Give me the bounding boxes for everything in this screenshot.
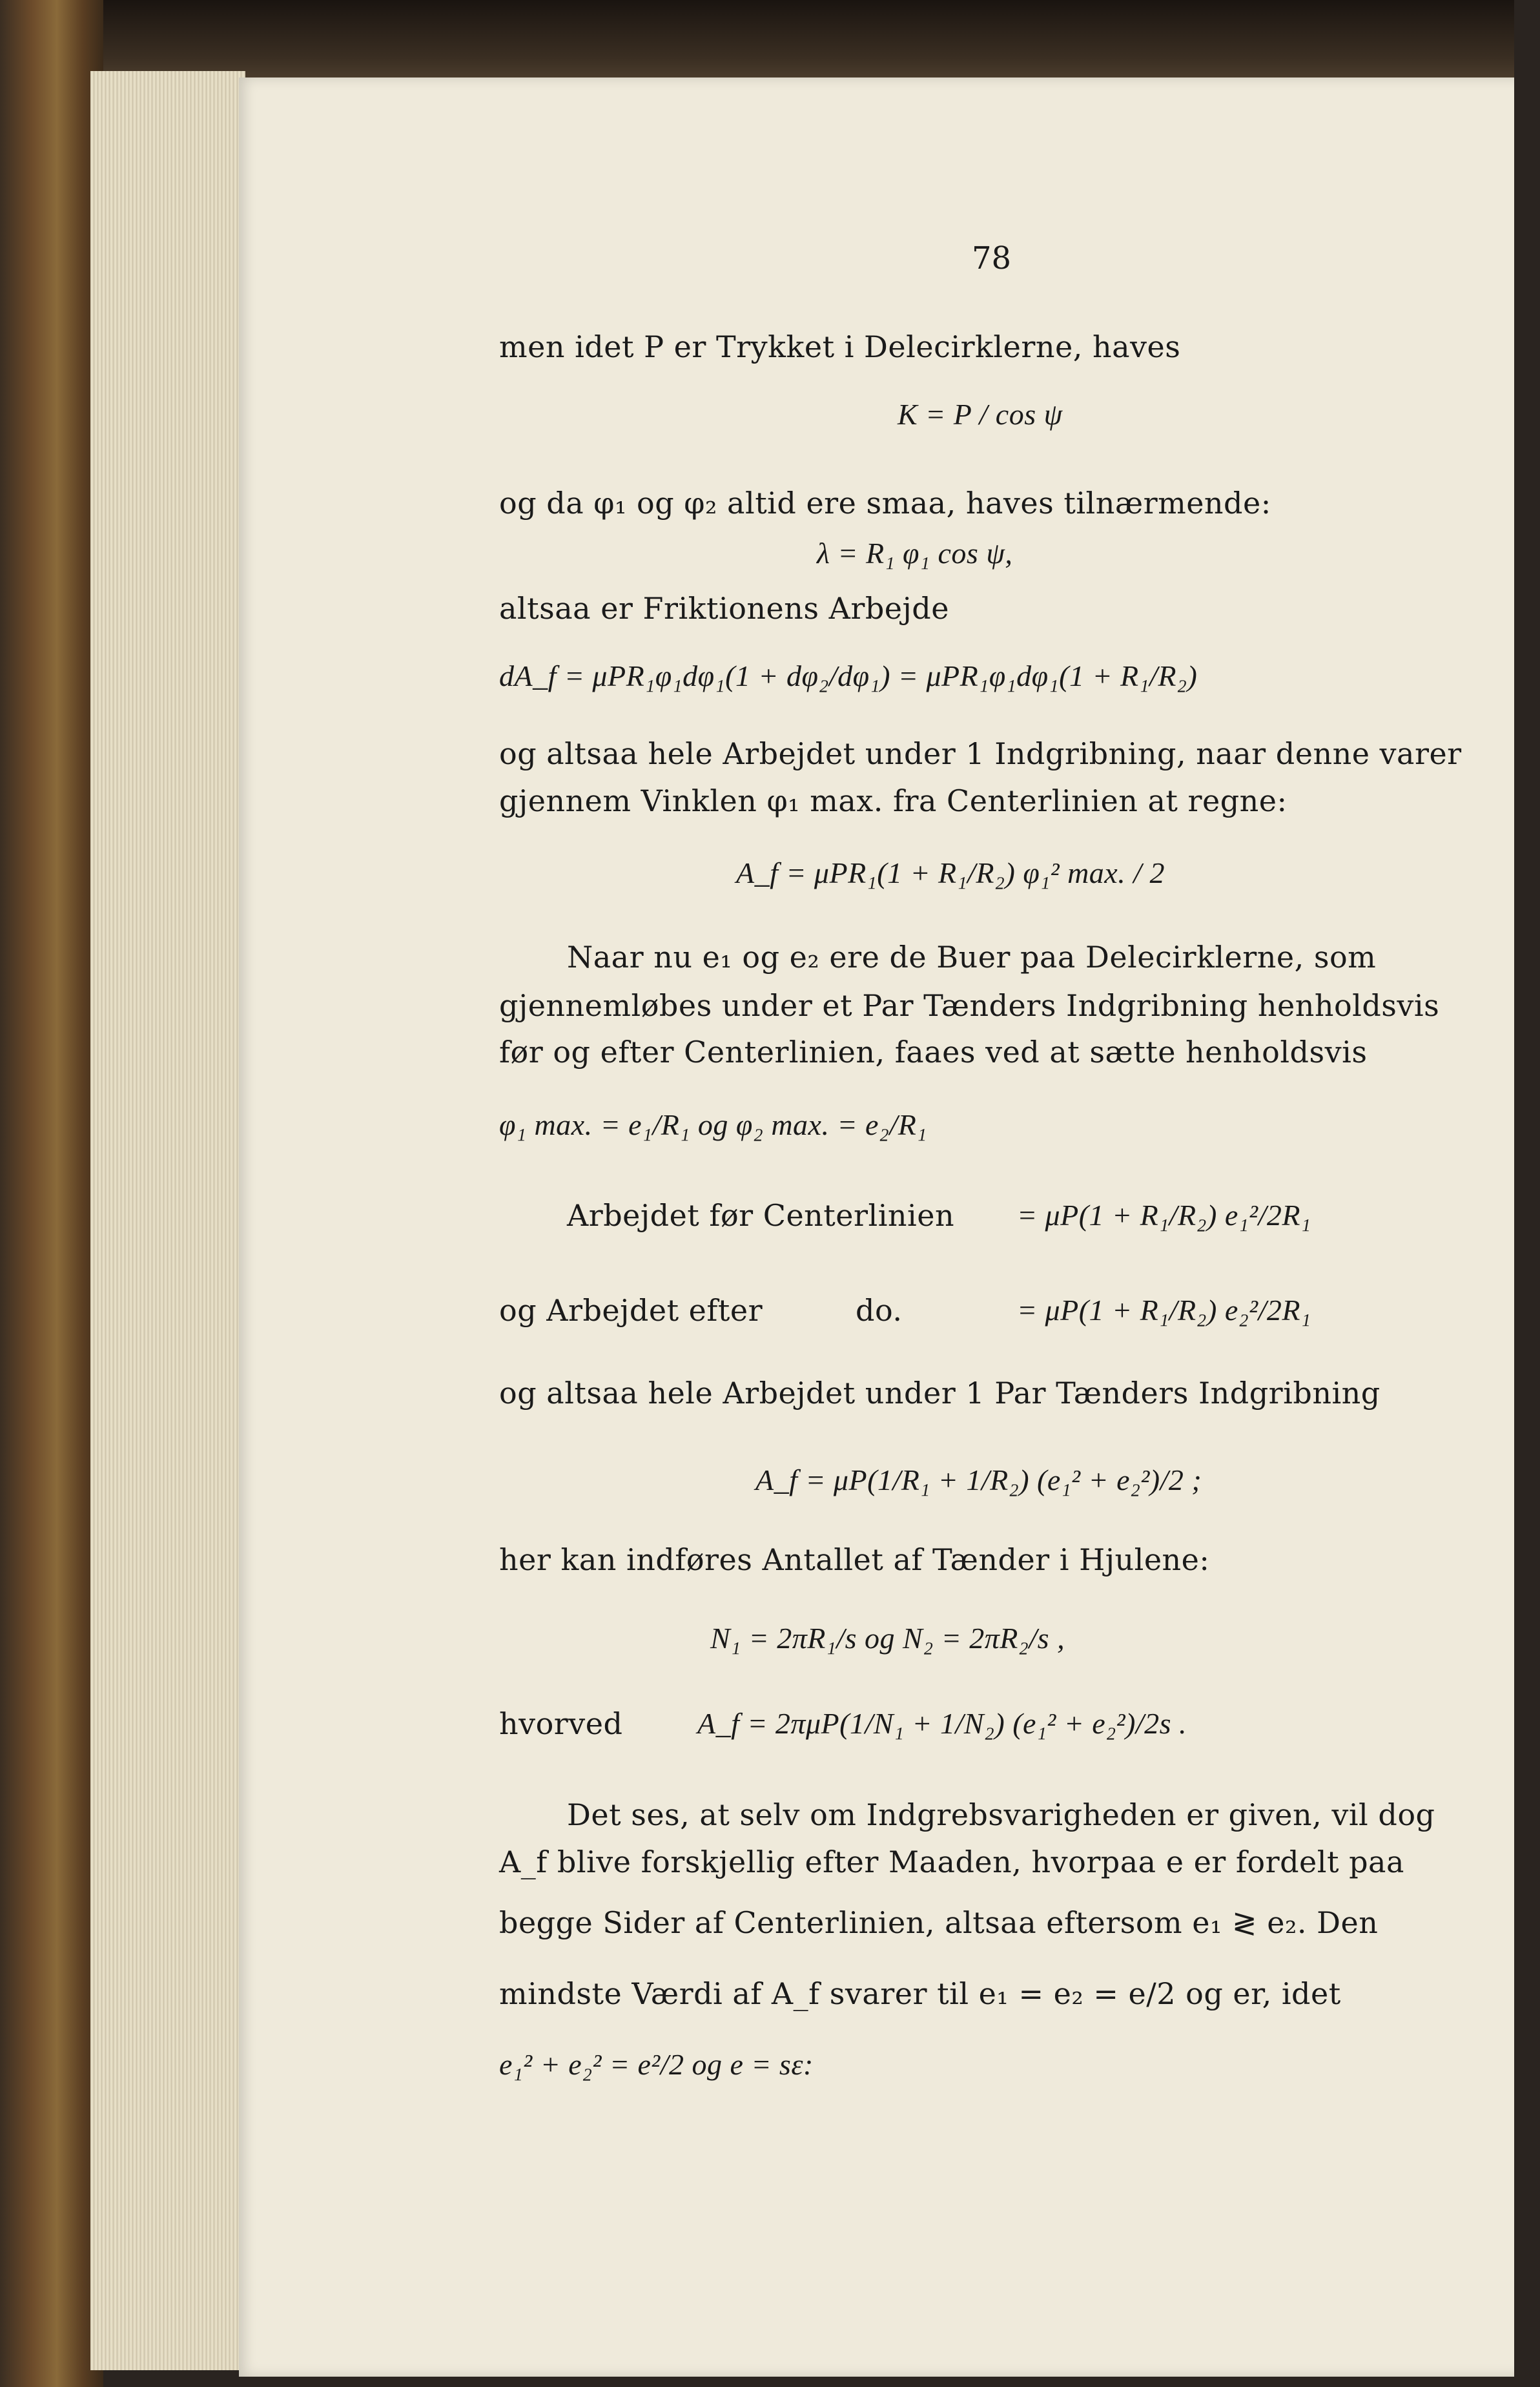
text-line-14: mindste Værdi af A_f svarer til e₁ = e₂ = e/2 og er, idet (499, 1976, 1341, 2011)
text-line-3: altsaa er Friktionens Arbejde (499, 591, 949, 626)
equation-10: A_f = 2πμP(1/N₁ + 1/N₂) (e₁² + e₂²)/2s . (697, 1707, 1187, 1740)
text-line-10: her kan indføres Antallet af Tænder i Hjulene: (499, 1542, 1210, 1577)
equation-7-ditto: do. (856, 1293, 903, 1328)
equation-2: λ = R₁ φ₁ cos ψ, (817, 537, 1013, 570)
text-line-5: gjennem Vinklen φ₁ max. fra Centerlinien at regne: (499, 783, 1288, 818)
equation-4: A_f = μPR₁(1 + R₁/R₂) φ₁² max. / 2 (736, 856, 1165, 889)
equation-7-label: og Arbejdet efter (499, 1293, 763, 1328)
text-line-13: begge Sider af Centerlinien, altsaa eftersom e₁ ≷ e₂. Den (499, 1905, 1379, 1940)
text-line-1: men idet P er Trykket i Delecirklerne, haves (499, 329, 1181, 364)
equation-8: A_f = μP(1/R₁ + 1/R₂) (e₁² + e₂²)/2 ; (755, 1463, 1202, 1496)
text-line-6: Naar nu e₁ og e₂ ere de Buer paa Delecirklerne, som (567, 940, 1377, 975)
text-line-11: Det ses, at selv om Indgrebsvarigheden er given, vil dog (567, 1797, 1435, 1832)
equation-10-label: hvorved (499, 1706, 623, 1741)
equation-6-label: Arbejdet før Centerlinien (567, 1198, 955, 1233)
equation-9: N₁ = 2πR₁/s og N₂ = 2πR₂/s , (710, 1622, 1065, 1655)
text-line-12: A_f blive forskjellig efter Maaden, hvorpaa e er fordelt paa (499, 1844, 1404, 1879)
equation-7: = μP(1 + R₁/R₂) e₂²/2R₁ (1017, 1294, 1311, 1327)
text-line-2: og da φ₁ og φ₂ altid ere smaa, haves tilnærmende: (499, 486, 1271, 521)
page-number: 78 (972, 240, 1012, 276)
text-line-9: og altsaa hele Arbejdet under 1 Par Tænders Indgribning (499, 1376, 1381, 1410)
text-line-8: før og efter Centerlinien, faaes ved at sætte henholdsvis (499, 1035, 1368, 1070)
equation-11: e₁² + e₂² = e²/2 og e = sε: (499, 2048, 814, 2081)
equation-5: φ₁ max. = e₁/R₁ og φ₂ max. = e₂/R₁ (499, 1108, 927, 1141)
text-line-7: gjennemløbes under et Par Tænders Indgribning henholdsvis (499, 988, 1440, 1023)
equation-3: dA_f = μPR₁φ₁dφ₁(1 + dφ₂/dφ₁) = μPR₁φ₁dφ₁(1 + R₁/R₂) (499, 659, 1198, 692)
text-line-4: og altsaa hele Arbejdet under 1 Indgribning, naar denne varer (499, 736, 1462, 771)
equation-1: K = P / cos ψ (898, 398, 1063, 431)
equation-6: = μP(1 + R₁/R₂) e₁²/2R₁ (1017, 1199, 1311, 1232)
